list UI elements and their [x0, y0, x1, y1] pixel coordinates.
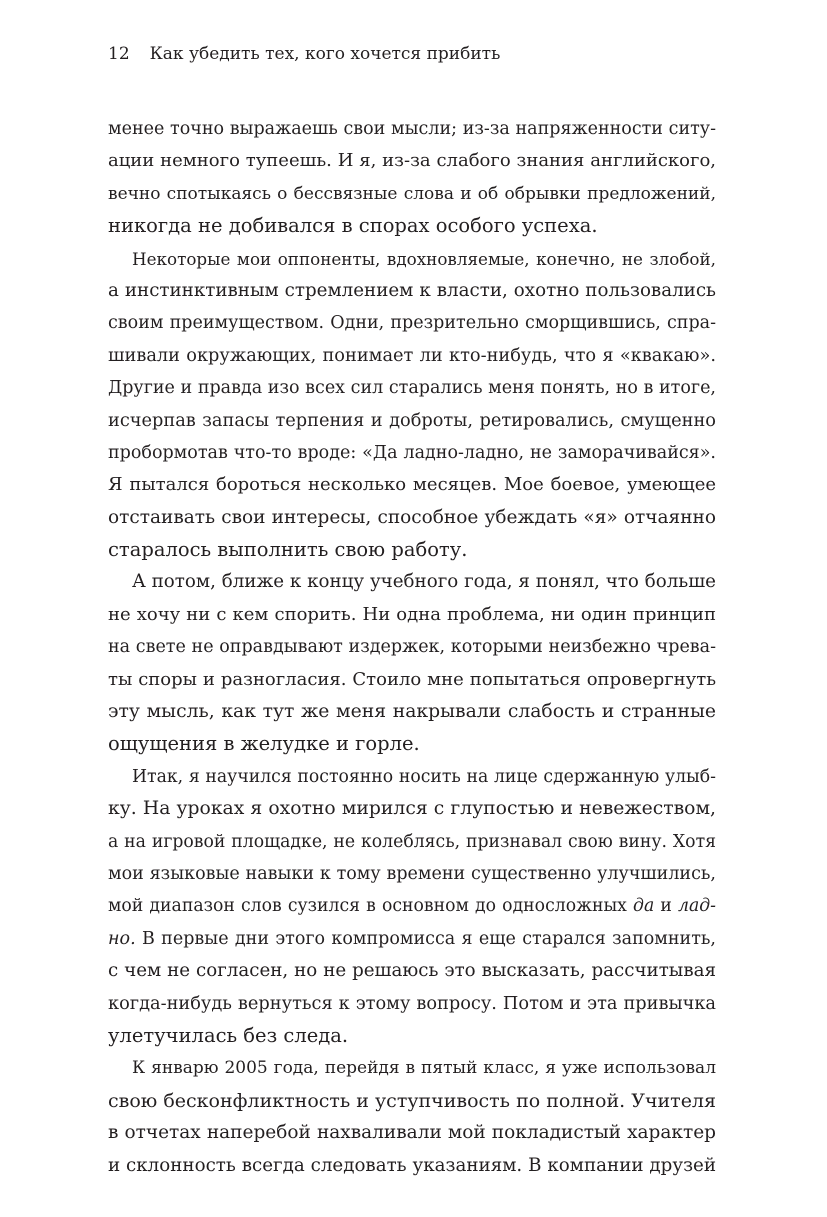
text-line: а на игровой площадке, не колеблясь, признавал свою вину. Хотя	[108, 831, 716, 852]
text-line: Некоторые мои оппоненты, вдохновляемые, конечно, не злобой,	[132, 248, 716, 269]
text-line: ации немного тупеешь. И я, из-за слабого знания английского,	[108, 150, 716, 172]
text-line-with-italics	[108, 923, 716, 955]
text-line: Я пытался бороться несколько месяцев. Мое боевое, умеющее	[108, 474, 716, 496]
running-head	[108, 43, 500, 65]
text-line: ощущения в желудке и горле.	[108, 732, 420, 756]
text-line: своим преимуществом. Одни, презрительно сморщившись, спра-	[108, 313, 716, 334]
italic-word: да	[633, 896, 655, 917]
text-line: пробормотав что-то вроде: «Да ладно-ладно, не заморачивайся».	[108, 442, 716, 463]
text-line: А потом, ближе к концу учебного года, я понял, что больше	[132, 571, 716, 593]
text-line: мои языковые навыки к тому времени существенно улучшились,	[108, 863, 716, 884]
book-title: Как убедить тех, кого хочется прибить	[149, 44, 501, 64]
text-line: ку. На уроках я охотно мирился с глупостью и невежеством,	[108, 798, 716, 820]
text-line: когда-нибудь вернуться к этому вопросу. Потом и эта привычка	[108, 993, 716, 1014]
body-text	[108, 113, 716, 1182]
text-line: отстаивать свои интересы, способное убеждать «я» отчаянно	[108, 506, 716, 528]
text-segment: мой диапазон слов сузился в основном до односложных	[108, 896, 634, 917]
text-line: с чем не согласен, но не решаюсь это высказать, рассчитывая	[108, 960, 716, 982]
text-line: старалось выполнить свою работу.	[108, 538, 468, 562]
text-line: не хочу ни с кем спорить. Ни одна проблема, ни один принцип	[108, 603, 716, 625]
text-line: на свете не оправдывают издержек, которыми неизбежно чрева-	[108, 637, 716, 658]
text-line-with-italics	[108, 890, 716, 922]
text-line: свою бесконфликтность и уступчивость по полной. Учителя	[108, 1089, 716, 1112]
italic-word: лад-	[677, 896, 716, 917]
page-number: 12	[108, 44, 130, 64]
text-line: Другие и правда изо всех сил старались меня понять, но в итоге,	[108, 378, 716, 399]
text-line: Итак, я научился постоянно носить на лице сдержанную улыб-	[132, 766, 716, 787]
text-line: вечно спотыкаясь о бессвязные слова и об обрывки предложений,	[108, 183, 716, 204]
text-line: и склонность всегда следовать указаниям. В компании друзей	[108, 1154, 716, 1176]
text-line: улетучилась без следа.	[108, 1023, 349, 1047]
text-line: ты споры и разногласия. Стоило мне попытаться опровергнуть	[108, 668, 716, 690]
text-line: шивали окружающих, понимает ли кто-нибудь, что я «квакаю».	[108, 345, 716, 366]
text-line: в отчетах наперебой нахваливали мой покладистый характер	[108, 1122, 716, 1144]
text-line: исчерпав запасы терпения и доброты, ретировались, смущенно	[108, 410, 716, 431]
italic-word: но.	[108, 928, 136, 949]
text-line: менее точно выражаешь свои мысли; из-за напряженности ситу-	[108, 119, 716, 139]
text-line: а инстинктивным стремлением к власти, охотно пользовались	[108, 279, 716, 301]
text-segment: и	[654, 896, 678, 917]
text-line: эту мысль, как тут же меня накрывали слабость и странные	[108, 701, 716, 723]
text-line: никогда не добивался в спорах особого успеха.	[108, 214, 598, 238]
text-segment: В первые дни этого компромисса я еще старался запомнить,	[135, 928, 716, 949]
text-line: К январю 2005 года, перейдя в пятый класс, я уже использовал	[132, 1058, 716, 1079]
